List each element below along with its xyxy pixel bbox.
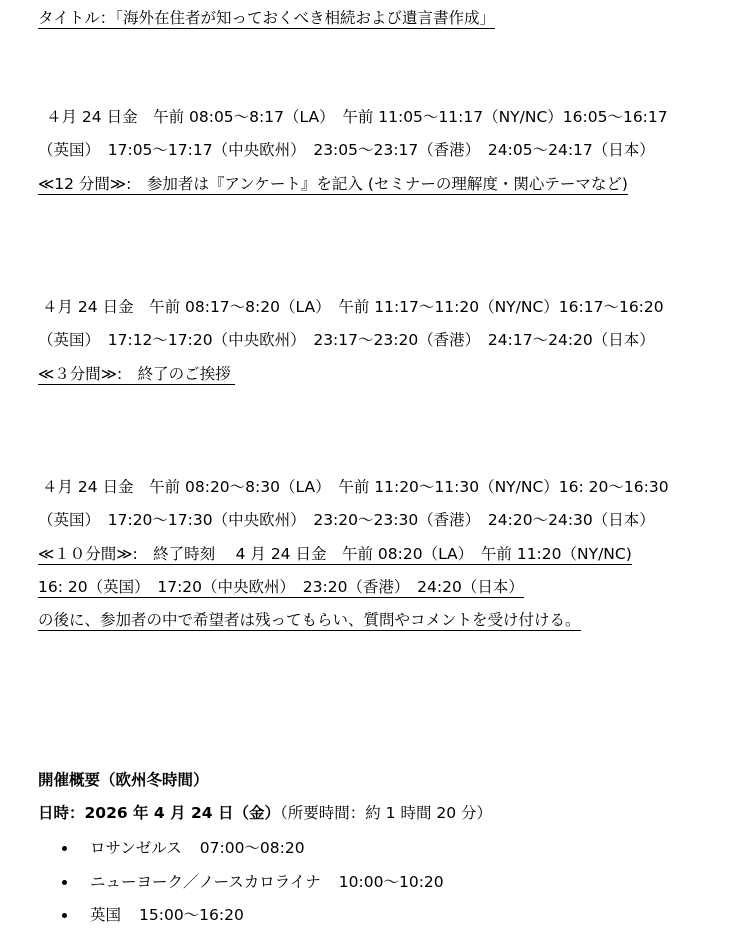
block1-line1: ４月 24 日金 午前 08:05～8:17（LA） 午前 11:05～11:17（NY/NC）16:05～16:17 <box>46 108 668 126</box>
overview-date <box>38 802 492 824</box>
block2-note: ≪３分間≫: 終了のご挨拶 <box>38 365 235 385</box>
block2-line1: ４月 24 日金 午前 08:17～8:20（LA） 午前 11:17～11:20（NY/NC）16:17～16:20 <box>42 298 664 316</box>
block1-note: ≪12 分間≫: 参加者は『アンケート』を記入 (セミナーの理解度・関心テーマなど) <box>38 175 628 193</box>
city-time: 07:00～08:20 <box>199 839 305 857</box>
city-time: 15:00～16:20 <box>139 906 244 924</box>
bullet-icon <box>62 880 67 885</box>
block3-line5 <box>38 609 581 631</box>
block3-line2: （英国） 17:20～17:30（中央欧州） 23:20～23:30（香港） 24:20～24:30（日本） <box>38 511 655 529</box>
block1-line3 <box>38 173 628 195</box>
bullet-icon <box>62 913 67 918</box>
block3-qa-note: の後に、参加者の中で希望者は残ってもらい、質問やコメントを受け付ける。 <box>38 611 581 629</box>
city-label: ニューヨーク／ノースカロライナ <box>90 873 321 891</box>
block3-line4 <box>38 576 524 598</box>
block2-line2: （英国） 17:12～17:20（中央欧州） 23:17～23:20（香港） 24:17～24:20（日本） <box>38 331 655 349</box>
overview-heading: 開催概要（欧州冬時間） <box>38 771 209 789</box>
list-item-text <box>90 837 305 859</box>
city-label: 英国 <box>90 906 122 924</box>
list-item-text <box>90 904 244 926</box>
bullet-icon <box>62 846 67 851</box>
city-label: ロサンゼルス <box>90 839 182 857</box>
title-line <box>38 7 495 29</box>
block3-line1: ４月 24 日金 午前 08:20～8:30（LA） 午前 11:20～11:30（NY/NC）16: 20～16:30 <box>42 478 669 496</box>
overview-duration: （所要時間：約 1 時間 20 分） <box>279 804 493 822</box>
block2-line3 <box>38 363 235 385</box>
city-time: 10:00～10:20 <box>338 873 444 891</box>
block3-line3 <box>38 543 632 565</box>
block3-times: 16: 20（英国） 17:20（中央欧州） 23:20（香港） 24:20（日本） <box>38 578 524 596</box>
block3-note: ≪１０分間≫: 終了時刻 4 月 24 日金 午前 08:20（LA） 午前 11:20（NY/NC) <box>38 545 632 563</box>
title-text: タイトル：「海外在住者が知っておくべき相続および遺言書作成」 <box>38 9 495 27</box>
block1-line2: （英国） 17:05～17:17（中央欧州） 23:05～23:17（香港） 24:05～24:17（日本） <box>38 141 655 159</box>
overview-date-main: 日時：2026 年 4 月 24 日（金） <box>38 804 280 822</box>
list-item-text <box>90 871 444 893</box>
